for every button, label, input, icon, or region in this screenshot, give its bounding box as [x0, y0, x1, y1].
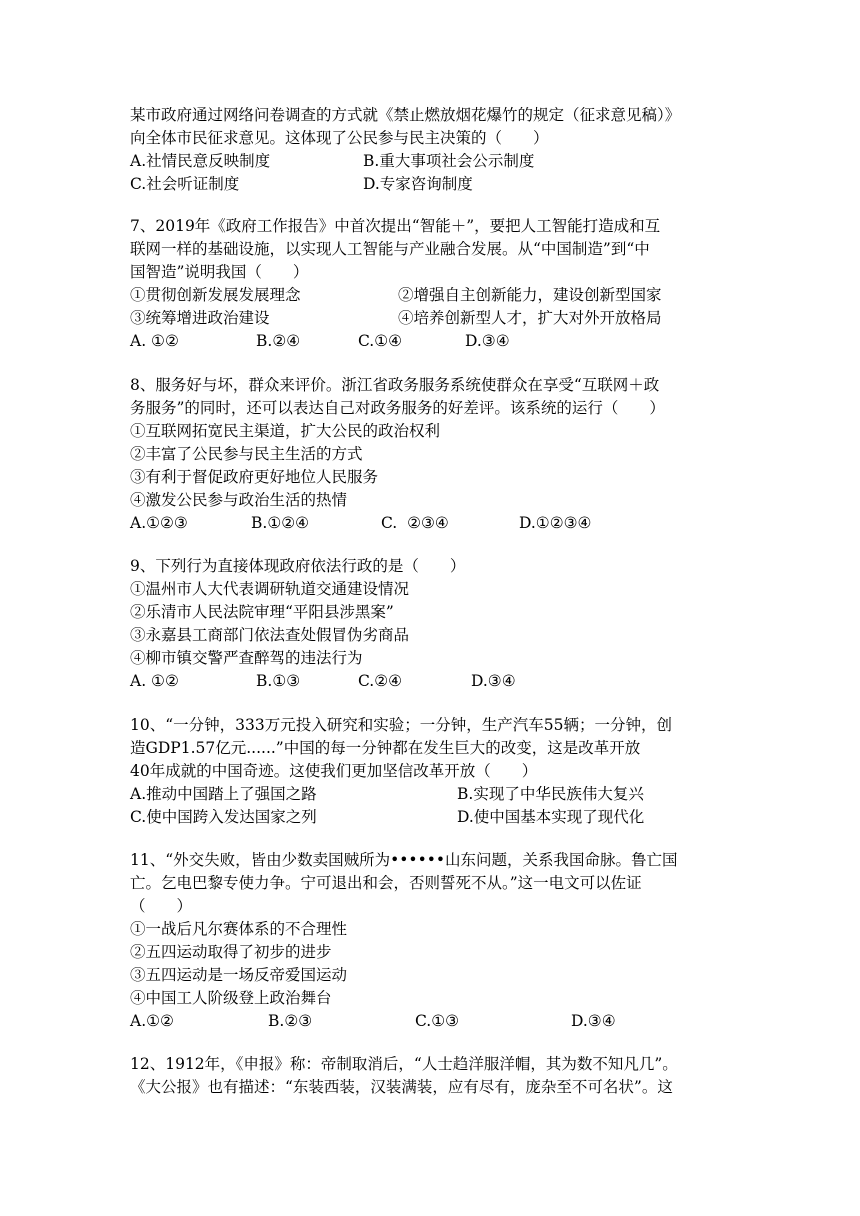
- q11-item-1: ①一战后凡尔赛体系的不合理性: [130, 920, 348, 938]
- q9-option-a: A. ①②: [130, 672, 179, 690]
- q7-stem-line-1: 7、2019年《政府工作报告》中首次提出“智能＋”，要把人工智能打造成和互: [130, 217, 661, 235]
- q8-item-1: ①互联网拓宽民主渠道，扩大公民的政治权利: [130, 422, 441, 440]
- q7-item-4: ④培养创新型人才，扩大对外开放格局: [398, 309, 662, 327]
- q10-stem-line-3: 40年成就的中国奇迹。这使我们更加坚信改革开放（ ）: [130, 762, 538, 780]
- q10-option-b: B.实现了中华民族伟大复兴: [457, 785, 644, 803]
- q11-stem-line-2: 亡。乞电巴黎专使力争。宁可退出和会，否则誓死不从。”这一电文可以佐证: [130, 874, 642, 892]
- q7-item-2: ②增强自主创新能力，建设创新型国家: [398, 286, 662, 304]
- q6-option-b: B.重大事项社会公示制度: [363, 152, 535, 170]
- q10-stem-line-2: 造GDP1.57亿元......”中国的每一分钟都在发生巨大的改变，这是改革开放: [130, 739, 641, 757]
- q10-option-d: D.使中国基本实现了现代化: [457, 808, 645, 826]
- q7-option-d: D.③④: [465, 332, 510, 350]
- q7-option-a: A. ①②: [130, 332, 179, 350]
- q7-item-1: ①贯彻创新发展发展理念: [130, 286, 301, 304]
- q11-item-2: ②五四运动取得了初步的进步: [130, 943, 332, 961]
- q11-stem-line-1: 11、“外交失败，皆由少数卖国贼所为••••••山东问题，关系我国命脉。鲁亡国: [130, 851, 678, 869]
- q8-item-3: ③有利于督促政府更好地位人民服务: [130, 468, 379, 486]
- q10-option-c: C.使中国跨入发达国家之列: [130, 808, 317, 826]
- q6-option-d: D.专家咨询制度: [363, 175, 473, 193]
- q8-item-4: ④激发公民参与政治生活的热情: [130, 491, 348, 509]
- q11-option-b: B.②③: [268, 1012, 313, 1030]
- q8-option-c: C. ②③④: [381, 514, 449, 532]
- q8-option-d: D.①②③④: [519, 514, 592, 532]
- q8-option-b: B.①②④: [251, 514, 310, 532]
- q9-item-4: ④柳市镇交警严查醉驾的违法行为: [130, 649, 363, 667]
- q10-option-a: A.推动中国踏上了强国之路: [130, 785, 317, 803]
- q6-option-c: C.社会听证制度: [130, 175, 240, 193]
- q9-option-b: B.①③: [256, 672, 301, 690]
- q6-stem-line-1: 某市政府通过网络问卷调查的方式就《禁止燃放烟花爆竹的规定（征求意见稿）》: [130, 106, 681, 124]
- q11-item-3: ③五四运动是一场反帝爱国运动: [130, 966, 348, 984]
- q7-item-3: ③统筹增进政治建设: [130, 309, 270, 327]
- q6-option-a: A.社情民意反映制度: [130, 152, 271, 170]
- q7-stem-line-2: 联网一样的基础设施，以实现人工智能与产业融合发展。从“中国制造”到“中: [130, 240, 650, 258]
- q8-stem-line-1: 8、服务好与坏，群众来评价。浙江省政务服务系统使群众在享受“互联网＋政: [130, 376, 660, 394]
- q9-option-c: C.②④: [358, 672, 403, 690]
- q9-stem-line-1: 9、下列行为直接体现政府依法行政的是（ ）: [130, 557, 466, 575]
- q10-stem-line-1: 10、“一分钟，333万元投入研究和实验；一分钟，生产汽车55辆；一分钟，创: [130, 716, 672, 734]
- q9-option-d: D.③④: [471, 672, 516, 690]
- q11-stem-line-3: （ ）: [130, 897, 193, 915]
- q9-item-1: ①温州市人大代表调研轨道交通建设情况: [130, 580, 410, 598]
- q7-option-c: C.①④: [358, 332, 403, 350]
- q9-item-3: ③永嘉县工商部门依法查处假冒伪劣商品: [130, 626, 410, 644]
- q11-option-c: C.①③: [415, 1012, 460, 1030]
- q11-item-4: ④中国工人阶级登上政治舞台: [130, 989, 332, 1007]
- q8-option-a: A.①②③: [130, 514, 188, 532]
- q11-option-d: D.③④: [571, 1012, 616, 1030]
- q9-item-2: ②乐清市人民法院审理“平阳县涉黑案”: [130, 603, 394, 621]
- q12-stem-line-2: 《大公报》也有描述：“东装西装，汉装满装，应有尽有，庞杂至不可名状”。这: [130, 1078, 673, 1096]
- q7-stem-line-3: 国智造”说明我国（ ）: [130, 263, 309, 281]
- q8-item-2: ②丰富了公民参与民主生活的方式: [130, 445, 363, 463]
- q7-option-b: B.②④: [256, 332, 301, 350]
- q12-stem-line-1: 12、1912年，《申报》称：帝制取消后，“人士趋洋服洋帽，其为数不知凡几”。: [130, 1055, 678, 1073]
- q11-option-a: A.①②: [130, 1012, 174, 1030]
- q6-stem-line-2: 向全体市民征求意见。这体现了公民参与民主决策的（ ）: [130, 129, 549, 147]
- q8-stem-line-2: 务服务”的同时，还可以表达自己对政务服务的好差评。该系统的运行（ ）: [130, 399, 665, 417]
